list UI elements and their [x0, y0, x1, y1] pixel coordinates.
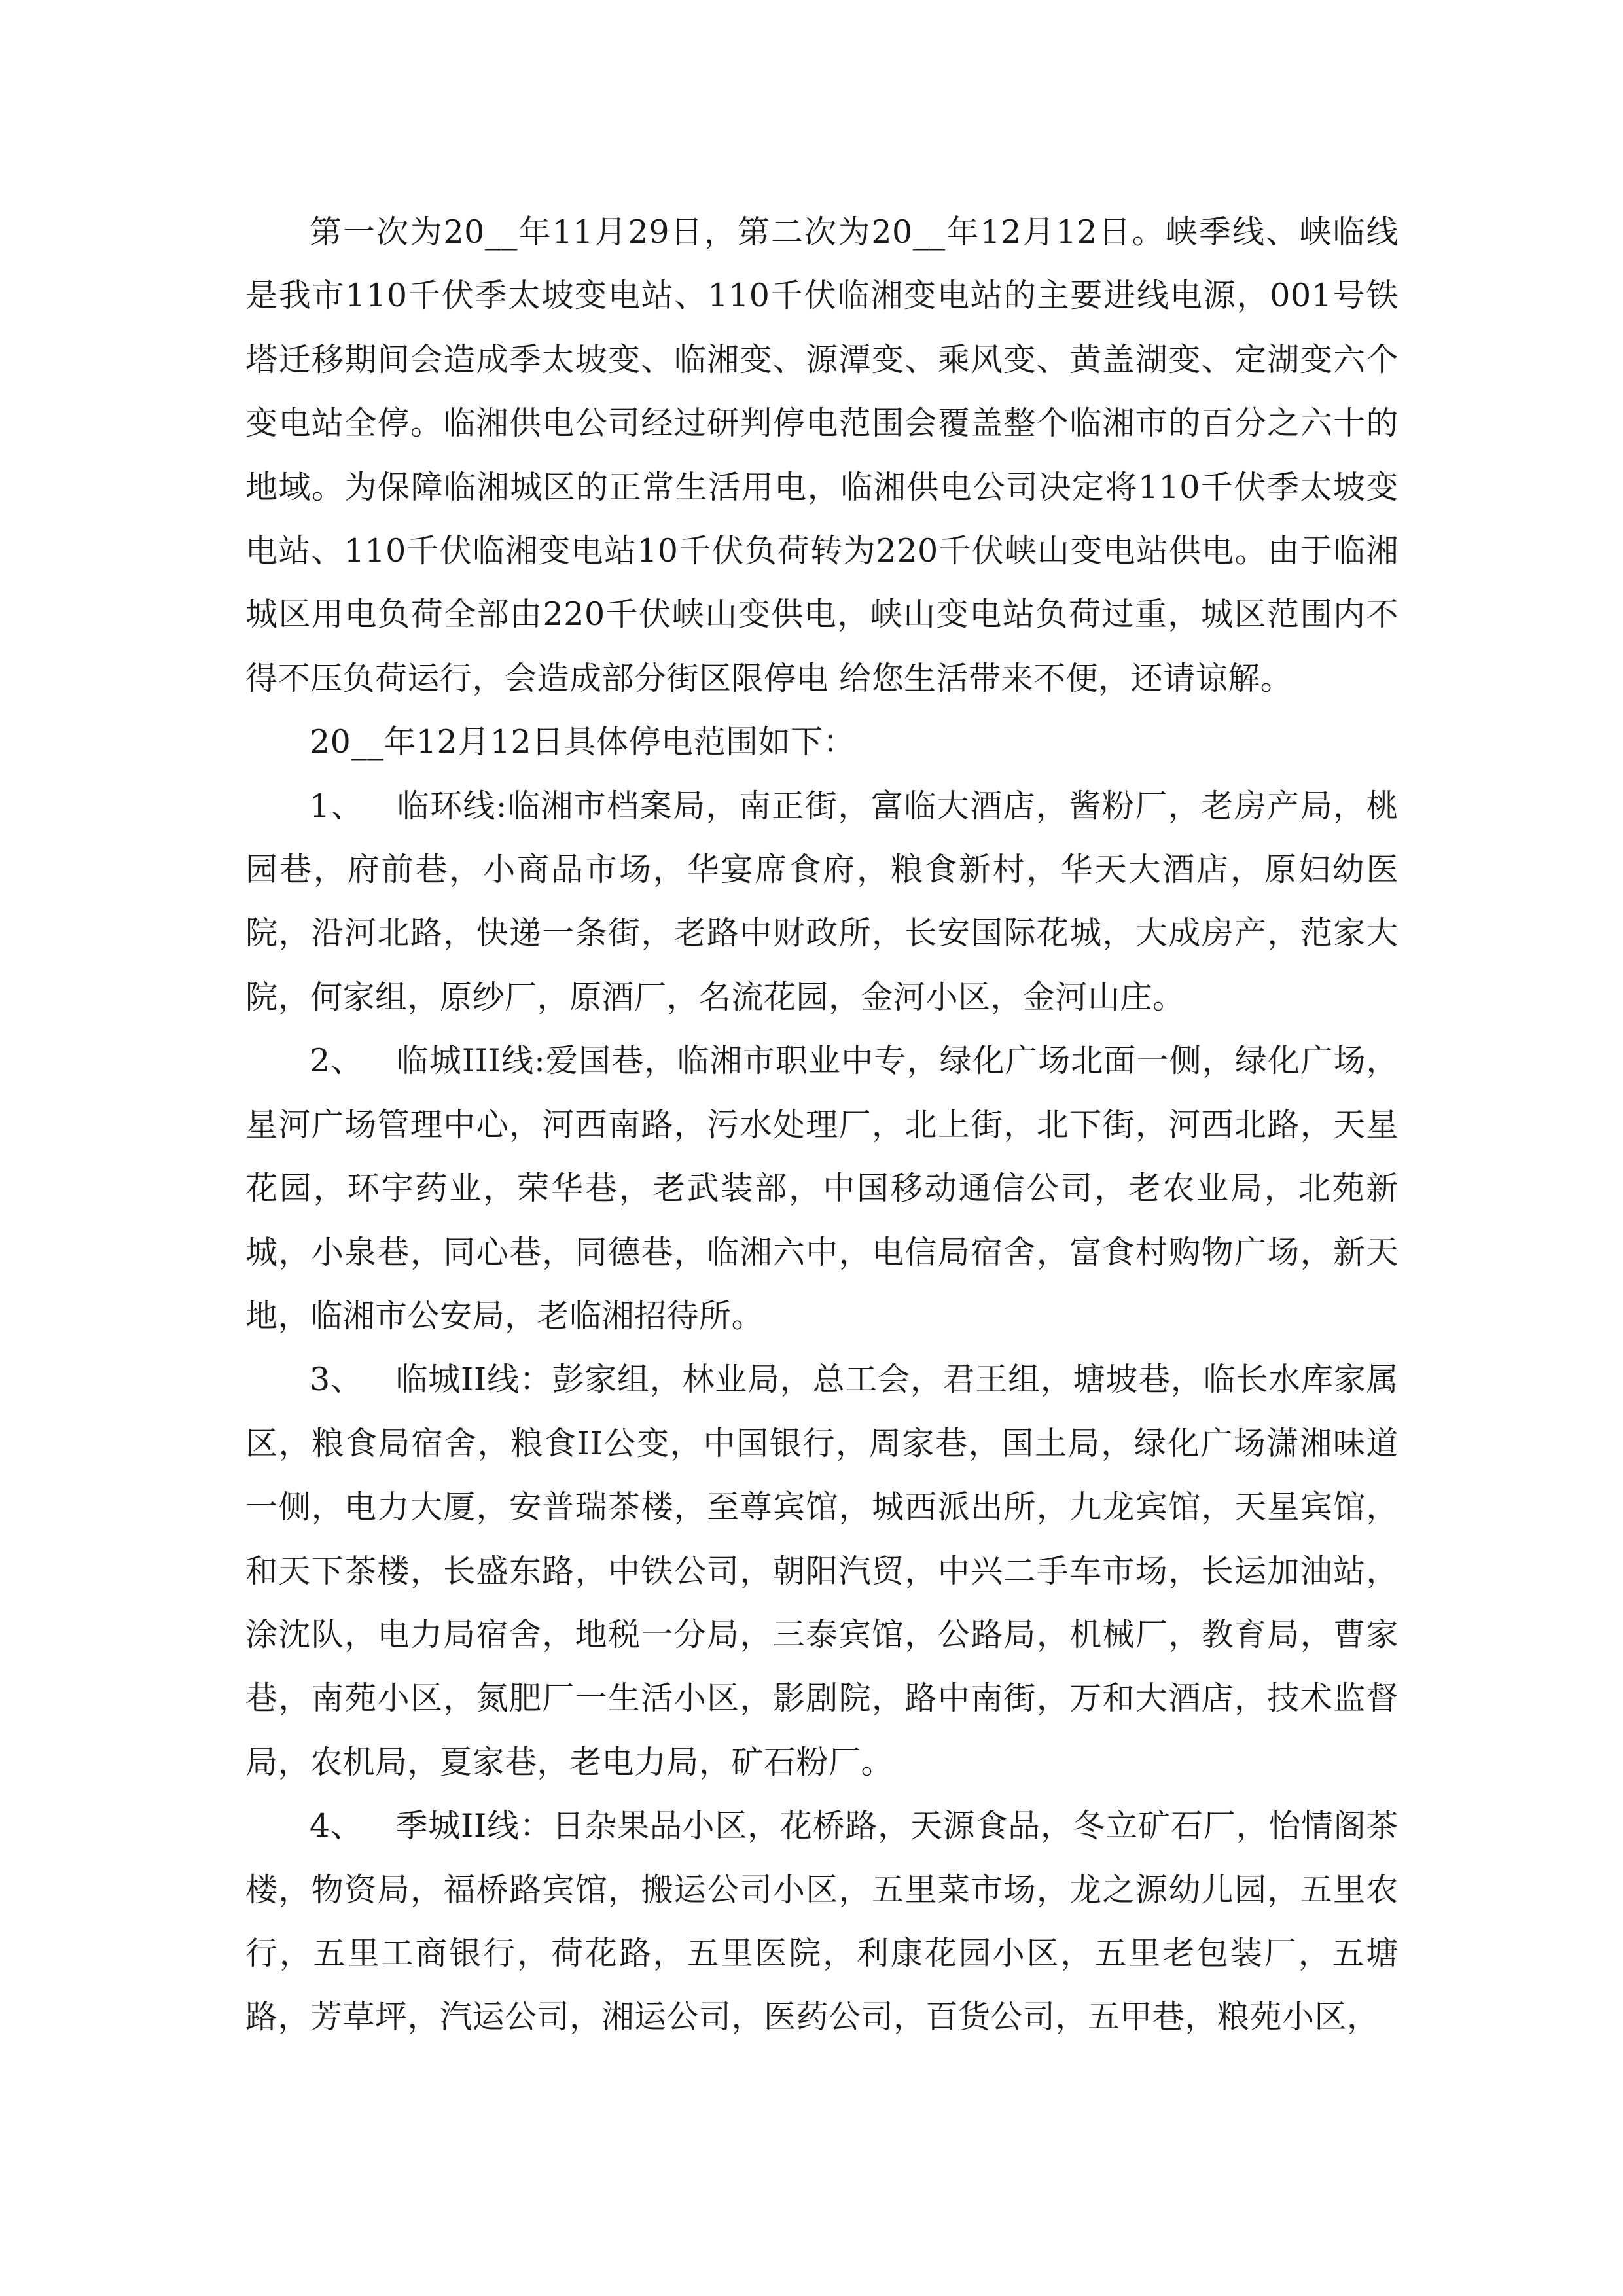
list-item: [245, 1029, 1399, 1348]
item-number: 1、: [310, 787, 365, 825]
item-line-name: 临城II线：: [395, 1361, 552, 1399]
item-line-name: 临城III线:: [395, 1042, 546, 1080]
intro-paragraph: 第一次为20__年11月29日，第二次为20__年12月12日。峡季线、峡临线是我市110千伏季太坡变电站、110千伏临湘变电站的主要进线电源，001号铁塔迁移期间会造成季太坡变、临湘变、源潭变、乘风变、黄盖湖变、定湖变六个变电站全停。临湘供电公司经过研判停电范围会覆盖整个临湘市的百分之六十的地域。为保障临湘城区的正常生活用电，临湘供电公司决定将110千伏季太坡变电站、110千伏临湘变电站10千伏负荷转为220千伏峡山变电站供电。由于临湘城区用电负荷全部由220千伏峡山变供电，峡山变电站负荷过重，城区范围内不得不压负荷运行，会造成部分街区限停电 给您生活带来不便，还请谅解。: [245, 213, 1399, 697]
list-item: [245, 1794, 1399, 2049]
item-number: 4、: [310, 1807, 363, 1845]
item-areas: 日杂果品小区，花桥路，天源食品，冬立矿石厂，怡情阁茶楼，物资局，福桥路宾馆，搬运公司小区，五里菜市场，龙之源幼儿园，五里农行，五里工商银行，荷花路，五里医院，利康花园小区，五里老包装厂，五塘路，芳草坪，汽运公司，湘运公司，医药公司，百货公司，五甲巷，粮苑小区，: [245, 1807, 1399, 2036]
outage-scope-heading: 20__年12月12日具体停电范围如下：: [310, 723, 856, 761]
item-number: 2、: [310, 1042, 364, 1080]
list-item: [245, 1348, 1399, 1794]
item-areas: 彭家组，林业局，总工会，君王组，塘坡巷，临长水库家属区，粮食局宿舍，粮食II公变，中国银行，周家巷，国土局，绿化广场潇湘味道一侧，电力大厦，安普瑞茶楼，至尊宾馆，城西派出所，九龙宾馆，天星宾馆，和天下茶楼，长盛东路，中铁公司，朝阳汽贸，中兴二手车市场，长运加油站，涂沈队，电力局宿舍，地税一分局，三泰宾馆，公路局，机械厂，教育局，曹家巷，南苑小区，氮肥厂一生活小区，影剧院，路中南街，万和大酒店，技术监督局，农机局，夏家巷，老电力局，矿石粉厂。: [245, 1361, 1399, 1781]
item-areas: 爱国巷，临湘市职业中专，绿化广场北面一侧，绿化广场，星河广场管理中心，河西南路，污水处理厂，北上街，北下街，河西北路，天星花园，环宇药业，荣华巷，老武装部，中国移动通信公司，老农业局，北苑新城，小泉巷，同心巷，同德巷，临湘六中，电信局宿舍，富食村购物广场，新天地，临湘市公安局，老临湘招待所。: [245, 1042, 1399, 1335]
list-item: [245, 774, 1399, 1030]
item-areas: 临湘市档案局，南正街，富临大酒店，酱粉厂，老房产局，桃园巷，府前巷，小商品市场，华宴席食府，粮食新村，华天大酒店，原妇幼医院，沿河北路，快递一条街，老路中财政所，长安国际花城，大成房产，范家大院，何家组，原纱厂，原酒厂，名流花园，金河小区，金河山庄。: [245, 787, 1399, 1016]
item-number: 3、: [310, 1361, 363, 1399]
document-body: [245, 200, 1399, 2049]
item-line-name: 临环线:: [396, 787, 507, 825]
item-line-name: 季城II线：: [395, 1807, 552, 1845]
